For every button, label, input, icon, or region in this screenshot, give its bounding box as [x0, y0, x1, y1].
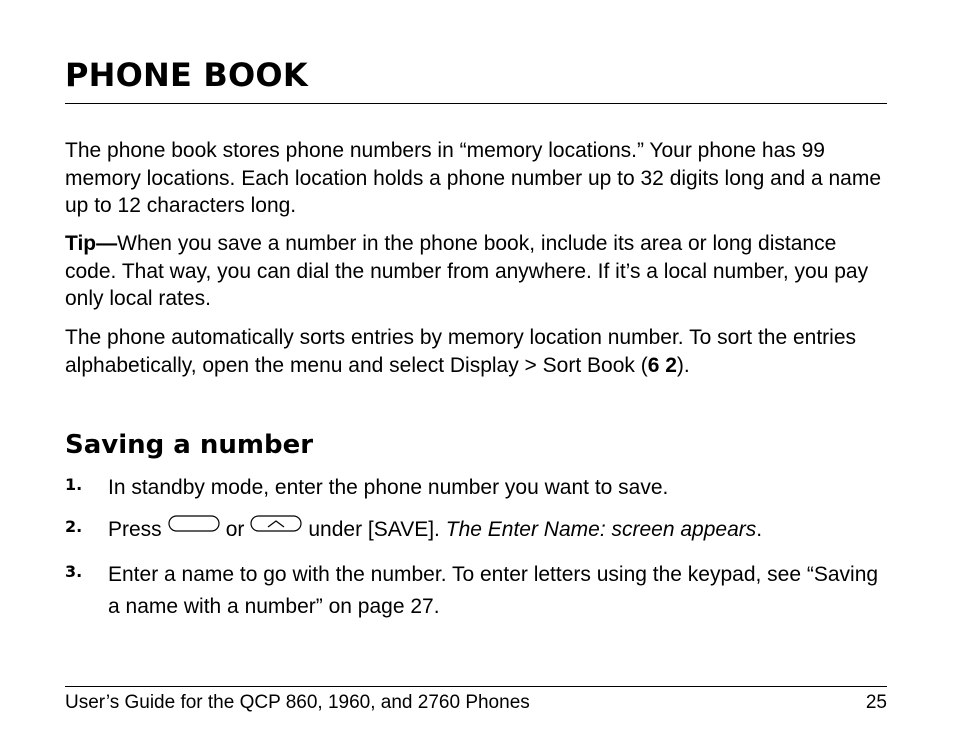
intro-paragraph: The phone book stores phone numbers in “memory locations.” Your phone has 99 memory locations. Each location holds a phone number up to 32 digits long and a name up to 12 characters long.: [65, 139, 882, 217]
press-text: Press: [108, 518, 162, 541]
step-number: 1.: [65, 475, 83, 494]
result-text: The Enter Name: screen appears: [445, 518, 757, 541]
section-heading: Saving a number: [65, 430, 314, 460]
tip-paragraph: [65, 230, 887, 313]
page-number: 25: [865, 692, 887, 713]
page-title: PHONE BOOK: [65, 56, 308, 94]
sort-text: The phone automatically sorts entries by memory location number. To sort the entries alphabetically, open the menu and select Display > Sort Book (: [65, 326, 856, 377]
tip-label: Tip—: [65, 232, 118, 255]
sort-keys: 6 2: [647, 353, 677, 377]
tip-text: When you save a number in the phone book, include its area or long distance code. That way, you can dial the number from anywhere. If it’s a local number, you pay only local rates.: [65, 232, 869, 310]
step-text: Enter a name to go with the number. To enter letters using the keypad, see “Saving a name with a number” on page 27.: [108, 563, 879, 618]
step-number: 3.: [65, 562, 83, 581]
navigation-key-up-icon: [250, 512, 302, 544]
sort-paragraph: [65, 324, 887, 379]
step-text: In standby mode, enter the phone number you want to save.: [108, 476, 669, 499]
title-divider: [65, 103, 887, 104]
footer-title: User’s Guide for the QCP 860, 1960, and 2760 Phones: [65, 692, 530, 713]
under-save-text: under [SAVE].: [308, 518, 440, 541]
footer-divider: [65, 686, 887, 687]
softkey-button-icon: [168, 512, 220, 544]
sort-text-end: ).: [676, 353, 690, 377]
step-number: 2.: [65, 517, 83, 536]
step-text: [108, 514, 888, 546]
or-text: or: [225, 518, 245, 541]
result-period: .: [756, 518, 763, 541]
